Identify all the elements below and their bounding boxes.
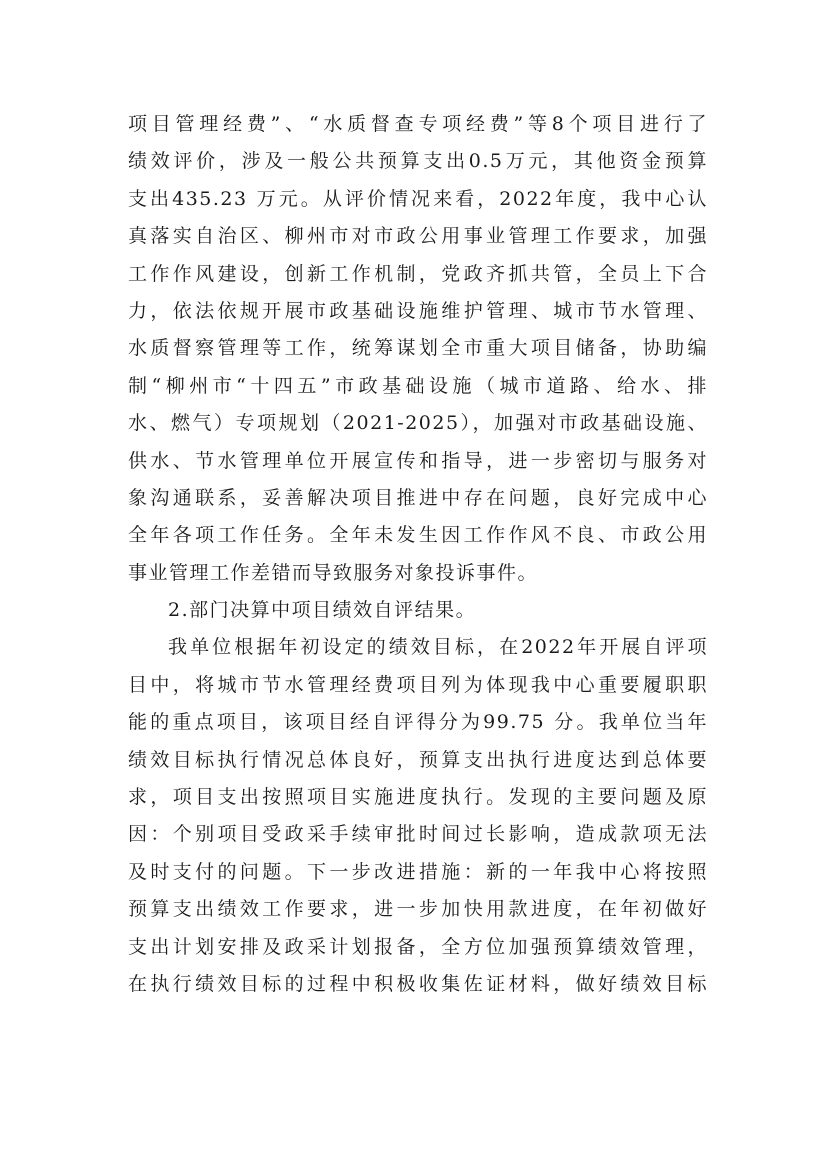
text-line: 力，依法依规开展市政基础设施维护管理、城市节水管理、	[128, 299, 708, 322]
text-line: 我单位根据年初设定的绩效目标，在2022年开展自评项	[168, 636, 708, 659]
text-line: 制“柳州市“十四五”市政基础设施（城市道路、给水、排	[128, 374, 708, 397]
text-line: 绩效评价，涉及一般公共预算支出0.5万元，其他资金预算	[128, 150, 708, 173]
text-line: 支出计划安排及政采计划报备，全方位加强预算绩效管理，	[128, 935, 708, 958]
text-line: 供水、节水管理单位开展宣传和指导，进一步密切与服务对	[128, 449, 708, 472]
text-line: 真落实自治区、柳州市对市政公用事业管理工作要求，加强	[128, 225, 708, 248]
text-line: 因：个别项目受政采手续审批时间过长影响，造成款项无法	[128, 823, 708, 846]
text-line: 及时支付的问题。下一步改进措施：新的一年我中心将按照	[128, 860, 708, 883]
text-line: 目中，将城市节水管理经费项目列为体现我中心重要履职职	[128, 673, 708, 696]
text-line: 象沟通联系，妥善解决项目推进中存在问题，良好完成中心	[128, 486, 708, 509]
text-line: 项目管理经费”、“水质督查专项经费”等8个项目进行了	[128, 113, 708, 135]
text-line: 事业管理工作差错而导致服务对象投诉事件。	[128, 561, 539, 584]
text-line: 绩效目标执行情况总体良好，预算支出执行进度达到总体要	[128, 748, 708, 771]
text-line: 水、燃气）专项规划（2021-2025），加强对市政基础设施、	[128, 412, 708, 435]
text-line: 工作作风建设，创新工作机制，党政齐抓共管，全员上下合	[128, 262, 708, 285]
text-line: 水质督察管理等工作，统筹谋划全市重大项目储备，协助编	[128, 337, 708, 360]
section-heading	[128, 592, 708, 629]
text-line: 预算支出绩效工作要求，进一步加快用款进度，在年初做好	[128, 898, 708, 921]
document-body	[128, 106, 708, 1003]
text-line: 全年各项工作任务。全年未发生因工作作风不良、市政公用	[128, 524, 708, 547]
heading-line: 2.部门决算中项目绩效自评结果。	[168, 599, 477, 622]
text-line: 在执行绩效目标的过程中积极收集佐证材料，做好绩效目标	[128, 972, 708, 995]
text-line: 能的重点项目，该项目经自评得分为99.75 分。我单位当年	[128, 711, 708, 734]
text-line: 求，项目支出按照项目实施进度执行。发现的主要问题及原	[128, 786, 708, 809]
paragraph-evaluation-summary	[128, 106, 708, 592]
text-line: 支出435.23 万元。从评价情况来看，2022年度，我中心认	[128, 187, 708, 210]
paragraph-self-evaluation	[128, 629, 708, 1003]
